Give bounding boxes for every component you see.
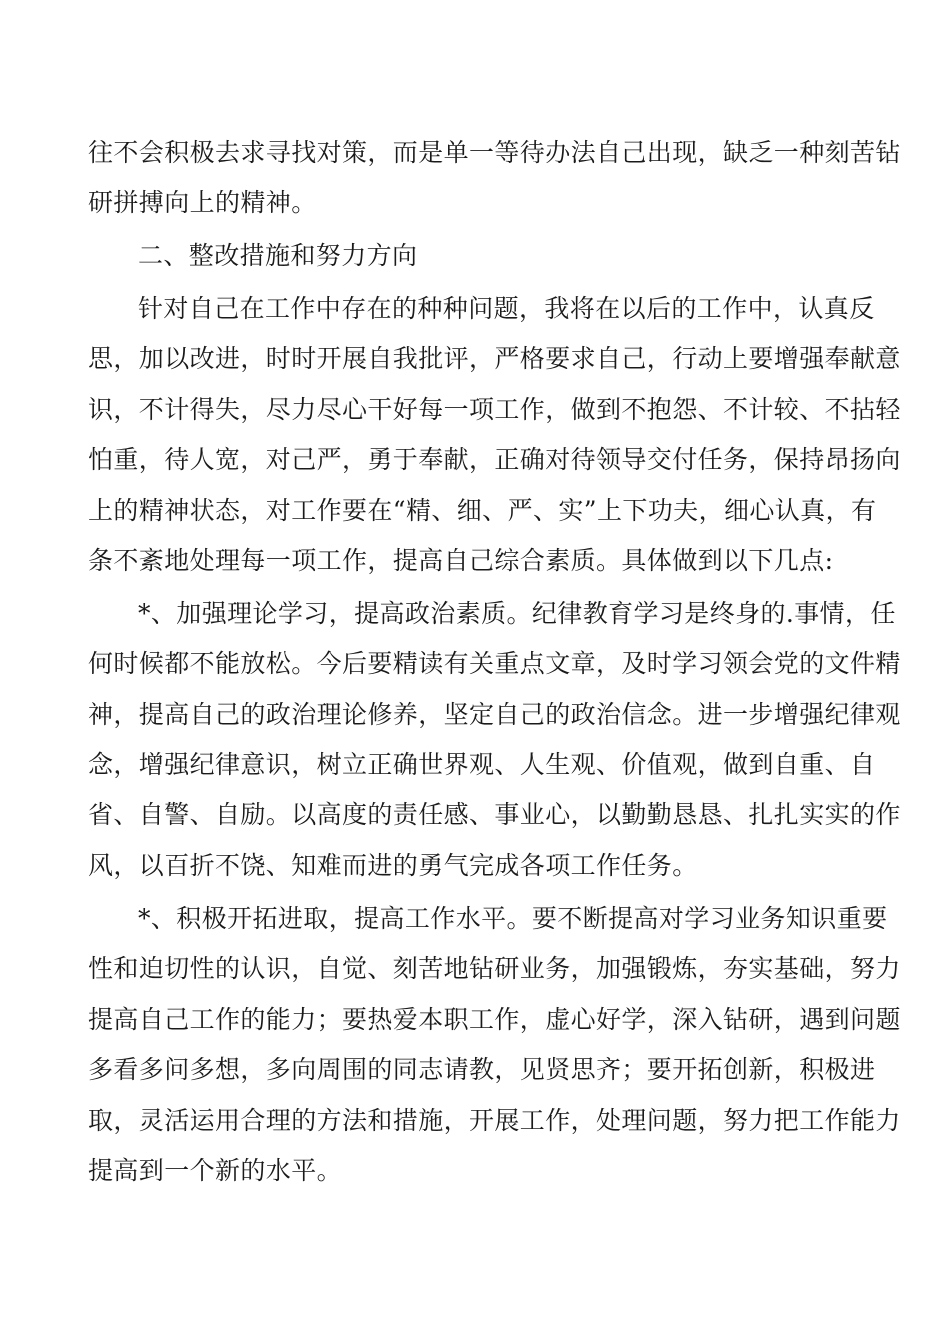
- text-line: 取，灵活运用合理的方法和措施，开展工作，处理问题，努力把工作能力: [88, 1106, 901, 1135]
- paragraph-first-line: 针对自己在工作中存在的种种问题，我将在以后的工作中，认真反: [138, 294, 875, 323]
- text-line: 研拼搏向上的精神。: [88, 188, 317, 217]
- text-line: 性和迫切性的认识，自觉、刻苦地钻研业务，加强锻炼，夯实基础，努力: [88, 954, 901, 983]
- text-line: 何时候都不能放松。今后要精读有关重点文章，及时学习领会党的文件精: [88, 649, 901, 678]
- text-line: 提高自己工作的能力；要热爱本职工作，虚心好学，深入钻研，遇到问题: [88, 1005, 901, 1034]
- list-item-first-line: *、积极开拓进取，提高工作水平。要不断提高对学习业务知识重要: [138, 904, 888, 933]
- text-line: 上的精神状态，对工作要在“精、细、严、实”上下功夫，细心认真，有: [88, 496, 877, 525]
- text-line: 风，以百折不饶、知难而进的勇气完成各项工作任务。: [88, 851, 698, 880]
- text-line: 多看多问多想，多向周围的同志请教，见贤思齐；要开拓创新，积极进: [88, 1055, 876, 1084]
- text-line: 识，不计得失，尽力尽心干好每一项工作，做到不抱怨、不计较、不拈轻: [88, 395, 901, 424]
- section-heading: 二、整改措施和努力方向: [138, 241, 418, 270]
- text-line: 往不会积极去求寻找对策，而是单一等待办法自己出现，缺乏一种刻苦钻: [88, 138, 901, 167]
- text-line: 怕重，待人宽，对己严，勇于奉献，正确对待领导交付任务，保持昂扬向: [88, 445, 901, 474]
- text-line: 条不紊地处理每一项工作，提高自己综合素质。具体做到以下几点:: [88, 546, 834, 575]
- text-line: 念，增强纪律意识，树立正确世界观、人生观、价值观，做到自重、自: [88, 750, 876, 779]
- text-line: 省、自警、自励。以高度的责任感、事业心，以勤勤恳恳、扎扎实实的作: [88, 800, 901, 829]
- text-line: 神，提高自己的政治理论修养，坚定自己的政治信念。进一步增强纪律观: [88, 700, 901, 729]
- text-line: 思，加以改进，时时开展自我批评，严格要求自己，行动上要增强奉献意: [88, 344, 901, 373]
- text-line: 提高到一个新的水平。: [88, 1156, 343, 1185]
- list-item-first-line: *、加强理论学习，提高政治素质。纪律教育学习是终身的.事情，任: [138, 599, 896, 628]
